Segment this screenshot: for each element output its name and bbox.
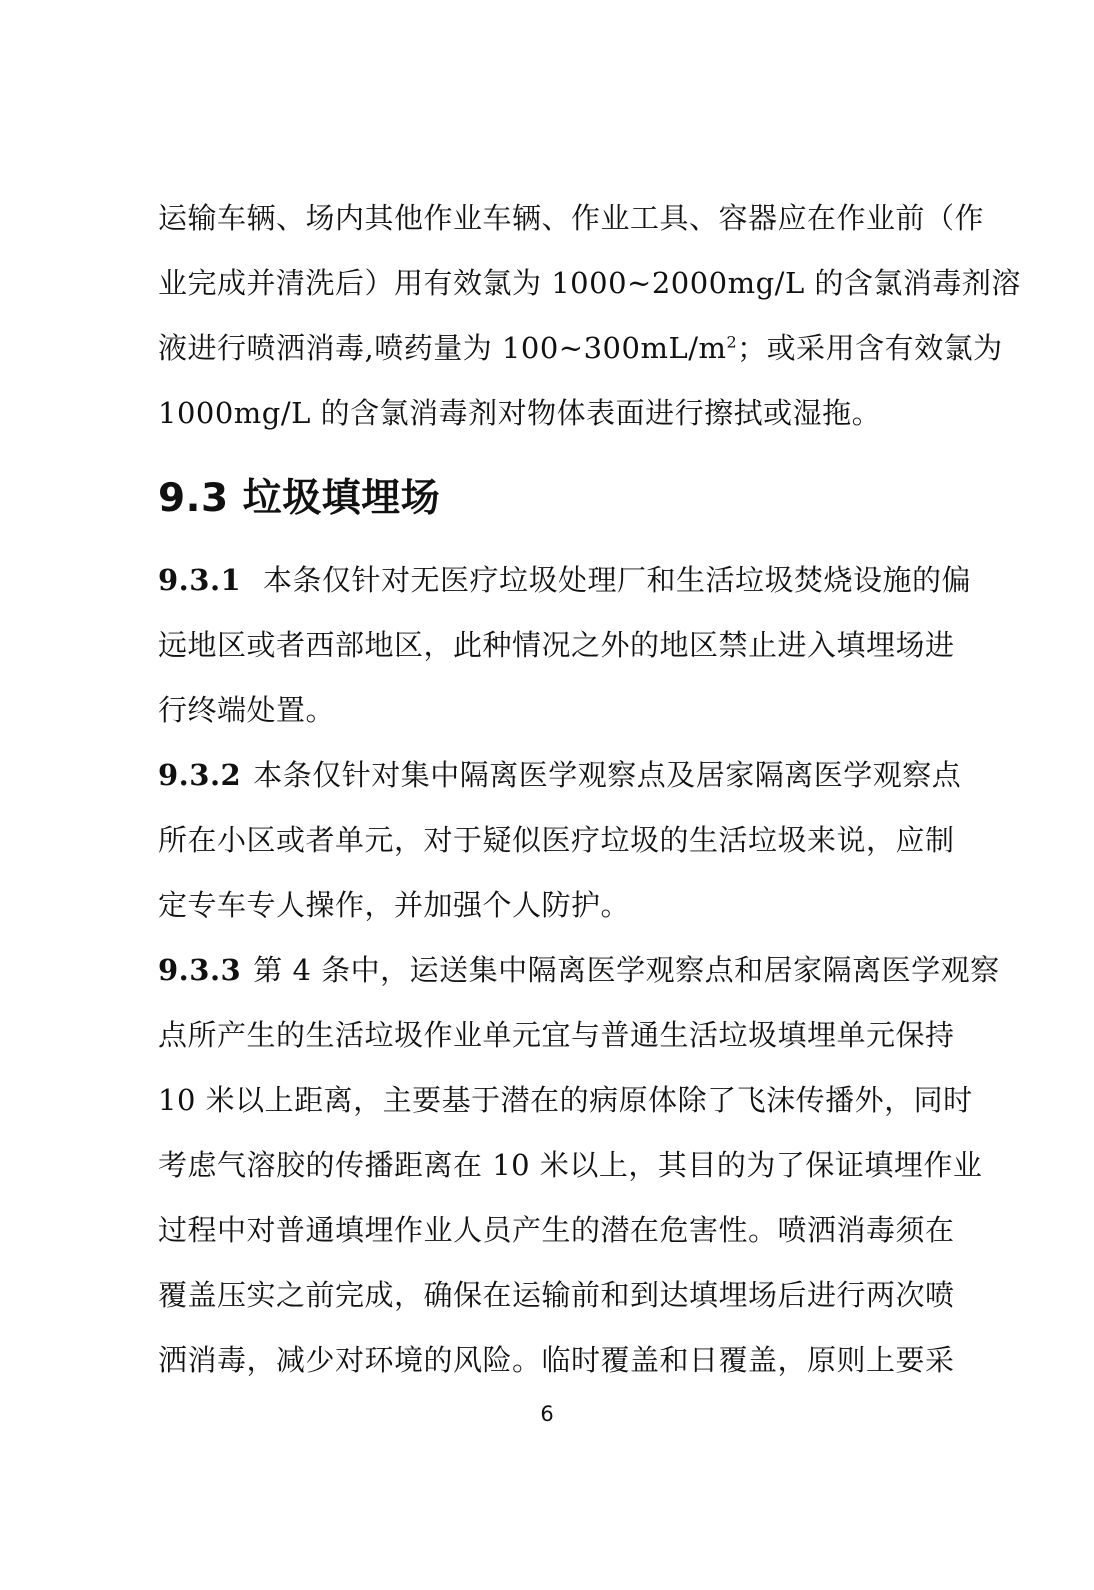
text-line: 考虑气溶胶的传播距离在 10 米以上，其目的为了保证填埋作业 (158, 1148, 983, 1182)
text-line (158, 316, 1003, 381)
text-segment: 本条仅针对集中隔离医学观察点及居家隔离医学观察点 (253, 758, 962, 792)
clause-number: 9.3.2 (158, 758, 242, 792)
text-segment: 本条仅针对无医疗垃圾处理厂和生活垃圾焚烧设施的偏 (262, 563, 971, 597)
superscript: 2 (726, 332, 738, 352)
text-line: 1000mg/L 的含氯消毒剂对物体表面进行擦拭或湿拖。 (158, 396, 882, 430)
text-line: 点所产生的生活垃圾作业单元宜与普通生活垃圾填埋单元保持 (158, 1018, 955, 1052)
document-body (158, 186, 1021, 1393)
text-line: 远地区或者西部地区，此种情况之外的地区禁止进入填埋场进 (158, 628, 955, 662)
text-line: 所在小区或者单元，对于疑似医疗垃圾的生活垃圾来说，应制 (158, 823, 955, 857)
text-segment: 第 4 条中，运送集中隔离医学观察点和居家隔离医学观察 (253, 953, 1000, 987)
text-line: 定专车专人操作，并加强个人防护。 (158, 888, 631, 922)
text-line: 行终端处置。 (158, 693, 336, 727)
text-line: 过程中对普通填埋作业人员产生的潜在危害性。喷洒消毒须在 (158, 1213, 955, 1247)
section-heading: 9.3 垃圾填埋场 (158, 476, 441, 521)
page-number: 6 (540, 1402, 554, 1426)
text-line (158, 743, 962, 808)
text-line: 业完成并清洗后）用有效氯为 1000~2000mg/L 的含氯消毒剂溶 (158, 266, 1021, 300)
text-line: 覆盖压实之前完成，确保在运输前和到达填埋场后进行两次喷 (158, 1278, 955, 1312)
text-line: 10 米以上距离，主要基于潜在的病原体除了飞沫传播外，同时 (158, 1083, 973, 1117)
text-line: 运输车辆、场内其他作业车辆、作业工具、容器应在作业前（作 (158, 201, 985, 235)
text-line (158, 938, 1000, 1003)
clause-9-3-1 (158, 548, 971, 743)
clause-number: 9.3.3 (158, 953, 242, 987)
text-segment: ；或采用含有效氯为 (737, 331, 1003, 365)
clause-9-3-3 (158, 938, 1000, 1393)
text-line: 洒消毒，减少对环境的风险。临时覆盖和日覆盖，原则上要采 (158, 1343, 955, 1377)
clause-number: 9.3.1 (158, 563, 242, 597)
intro-paragraph (158, 186, 1021, 446)
clause-9-3-2 (158, 743, 962, 938)
text-segment: 液进行喷洒消毒,喷药量为 100~300mL/m (158, 331, 727, 365)
text-line (158, 548, 971, 613)
